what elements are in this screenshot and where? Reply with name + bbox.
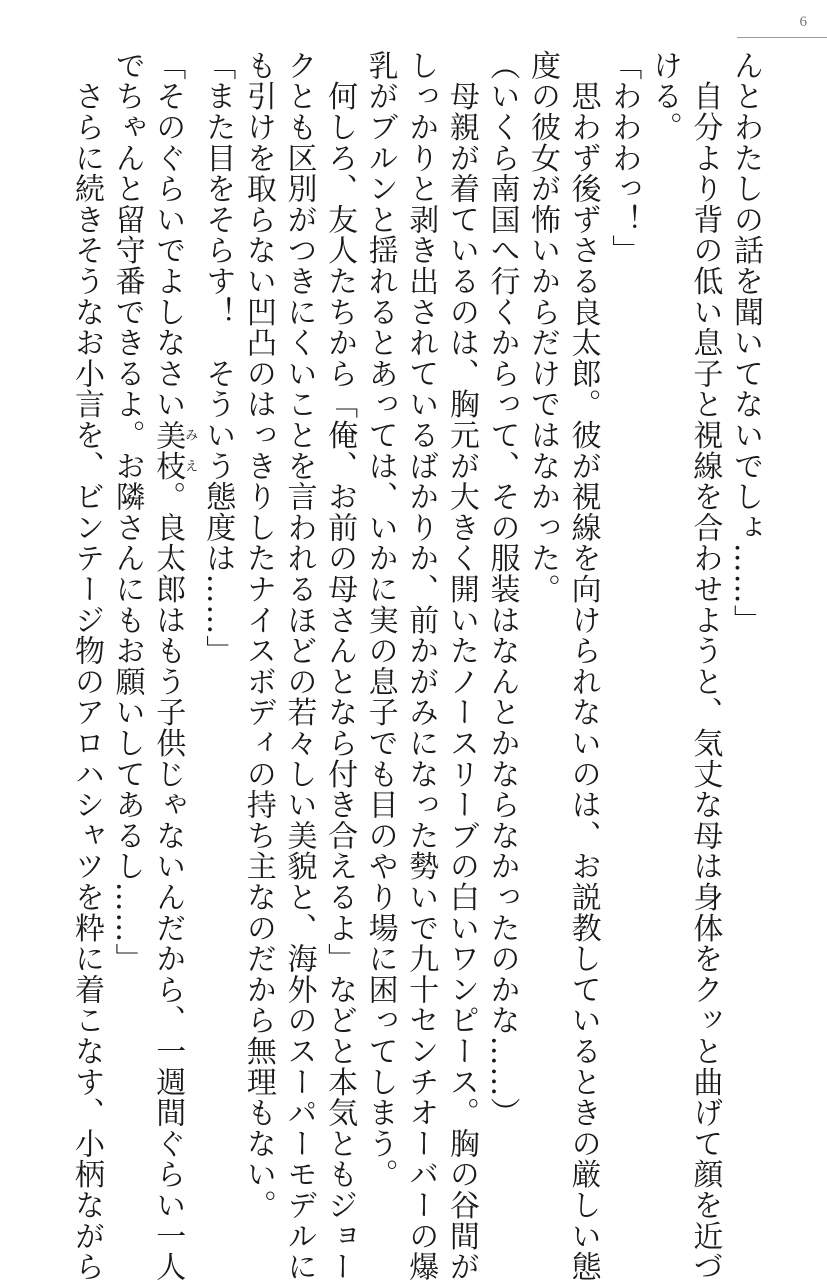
text-segment: 。良太郎はもう子供じゃないんだから、一週間ぐらい一人: [150, 481, 186, 1282]
text-line: 何しろ、友人たちから「俺、お前の母さんとなら付き合えるよ」などと本気ともジョー: [322, 50, 358, 1282]
text-line: 自分より背の低い息子と視線を合わせようと、気丈な母は身体をクッと曲げて顔を近づ: [687, 50, 723, 1282]
page-number: 6: [799, 14, 807, 30]
text-line: （いくら南国へ行くからって、その服装はなんとかならなかったのかな……）: [484, 50, 520, 1128]
text-line: 思わず後ずさる良太郎。彼が視線を向けられないのは、お説教しているときの厳しい態: [565, 50, 601, 1282]
novel-text-body: [65, 50, 765, 1282]
text-segment: 「そのぐらいでよしなさい: [150, 50, 186, 420]
text-line: も引けを取らない凹凸のはっきりしたナイスボディの持ち主なのだから無理もない。: [240, 50, 276, 1221]
ruby-reading: みえ: [182, 419, 198, 482]
text-line: 乳がブルンと揺れるとあっては、いかに実の息子でも目のやり場に困ってしまう。: [362, 50, 398, 1190]
text-line: んとわたしの話を聞いてないでしょ……」: [728, 50, 763, 636]
header-rule: [737, 37, 827, 38]
ruby-base: 美枝: [150, 419, 186, 482]
text-line: さらに続きそうなお小言を、ビンテージ物のアロハシャツを粋に着こなす、小柄ながら: [69, 50, 104, 1282]
text-line: 「わわわっ！」: [606, 50, 642, 266]
ruby-name: [150, 419, 198, 482]
text-line: 「また目をそらす！ そういう態度は……」: [200, 50, 236, 666]
text-line: 度の彼女が怖いからだけではなかった。: [525, 50, 561, 605]
text-line: クとも区別がつきにくいことを言われるほどの若々しい美貌と、海外のスーパーモデルに: [281, 50, 317, 1282]
text-line: ける。: [646, 50, 682, 143]
text-line: しっかりと剥き出されているばかりか、前かがみになった勢いで九十センチオーバーの爆: [403, 50, 439, 1282]
page-header: [737, 12, 827, 38]
text-line: でちゃんと留守番できるよ。お隣さんにもお願いしてあるし……」: [109, 50, 145, 974]
text-line-with-ruby: [147, 50, 198, 1282]
text-line: 母親が着ているのは、胸元が大きく開いたノースリーブの白いワンピース。胸の谷間が: [443, 50, 479, 1282]
